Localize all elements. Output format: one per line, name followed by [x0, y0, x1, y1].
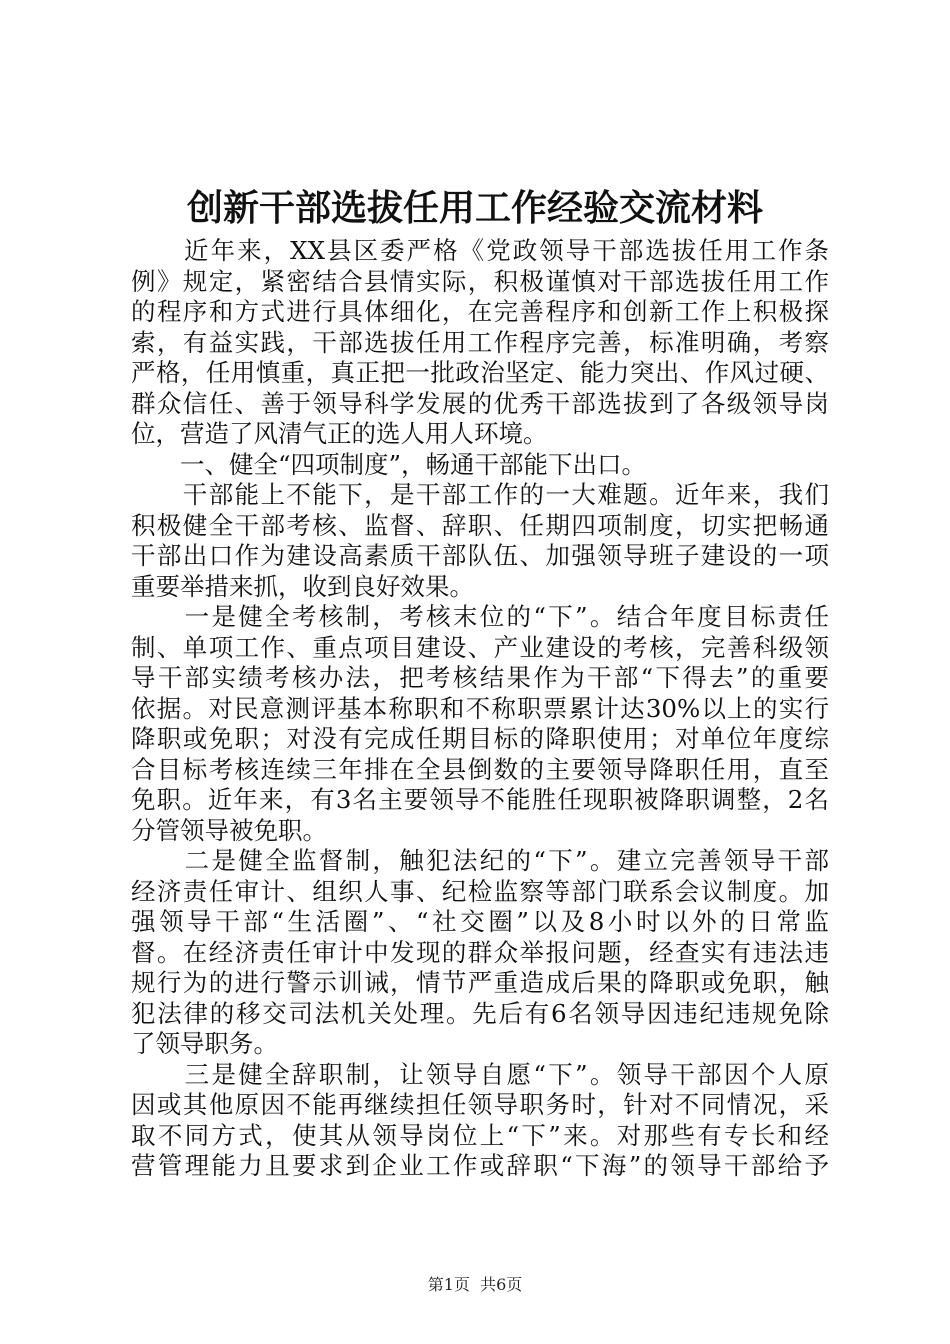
text-line: 降职或免职；对没有完成任期目标的降职使用；对单位年度综	[131, 724, 829, 753]
text-line: 督。在经济责任审计中发现的群众举报问题，经查实有违法违	[131, 937, 829, 967]
document-body	[131, 236, 829, 1182]
text-line: 一是健全考核制，考核末位的“下”。结合年度目标责任	[131, 602, 829, 631]
text-line: 严格，任用慎重，真正把一批政治坚定、能力突出、作风过硬、	[131, 358, 829, 387]
document-title: 创新干部选拔任用工作经验交流材料	[186, 187, 763, 229]
footer-separator	[470, 1275, 480, 1294]
text-line: 二是健全监督制，触犯法纪的“下”。建立完善领导干部	[131, 846, 829, 875]
text-line: 分管领导被免职。	[131, 815, 327, 845]
text-line: 依据。对民意测评基本称职和不称职票累计达30%以上的实行	[131, 693, 829, 723]
text-line: 营管理能力且要求到企业工作或辞职“下海”的领导干部给予	[131, 1151, 829, 1180]
text-line: 例》规定，紧密结合县情实际，积极谨慎对干部选拔任用工作	[131, 266, 829, 296]
text-line: 了领导职务。	[131, 1029, 278, 1058]
page-footer	[0, 1273, 950, 1297]
text-line: 制、单项工作、重点项目建设、产业建设的考核，完善科级领	[131, 632, 829, 662]
text-line: 索，有益实践，干部选拔任用工作程序完善，标准明确，考察	[131, 327, 829, 357]
page-total: 共6页	[480, 1275, 523, 1294]
text-line: 三是健全辞职制，让领导自愿“下”。领导干部因个人原	[131, 1059, 829, 1089]
text-line: 群众信任、善于领导科学发展的优秀干部选拔到了各级领导岗	[131, 388, 829, 418]
text-line: 规行为的进行警示训诫，情节严重造成后果的降职或免职，触	[131, 968, 829, 997]
text-line: 的程序和方式进行具体细化，在完善程序和创新工作上积极探	[131, 297, 829, 326]
page-number: 第1页	[427, 1275, 470, 1294]
text-line: 经济责任审计、组织人事、纪检监察等部门联系会议制度。加	[131, 876, 829, 906]
text-line: 导干部实绩考核办法，把考核结果作为干部“下得去”的重要	[131, 663, 829, 692]
text-line: 重要举措来抓，收到良好效果。	[131, 571, 474, 601]
text-line: 取不同方式，使其从领导岗位上“下”来。对那些有专长和经	[131, 1120, 829, 1150]
text-line: 近年来，XX县区委严格《党政领导干部选拔任用工作条	[131, 236, 829, 265]
text-line: 合目标考核连续三年排在全县倒数的主要领导降职任用，直至	[131, 754, 829, 784]
text-line: 位，营造了风清气正的选人用人环境。	[131, 419, 548, 448]
text-line: 干部出口作为建设高素质干部队伍、加强领导班子建设的一项	[131, 541, 829, 570]
text-line: 犯法律的移交司法机关处理。先后有6名领导因违纪违规免除	[131, 998, 829, 1028]
text-line: 干部能上不能下，是干部工作的一大难题。近年来，我们	[131, 480, 829, 509]
text-line: 因或其他原因不能再继续担任领导职务时，针对不同情况，采	[131, 1090, 829, 1119]
text-line: 强领导干部“生活圈”、“社交圈”以及8小时以外的日常监	[131, 907, 829, 936]
text-line: 一、健全“四项制度”，畅通干部能下出口。	[131, 449, 647, 479]
text-line: 免职。近年来，有3名主要领导不能胜任现职被降职调整，2名	[131, 785, 829, 814]
text-line: 积极健全干部考核、监督、辞职、任期四项制度，切实把畅通	[131, 510, 829, 540]
